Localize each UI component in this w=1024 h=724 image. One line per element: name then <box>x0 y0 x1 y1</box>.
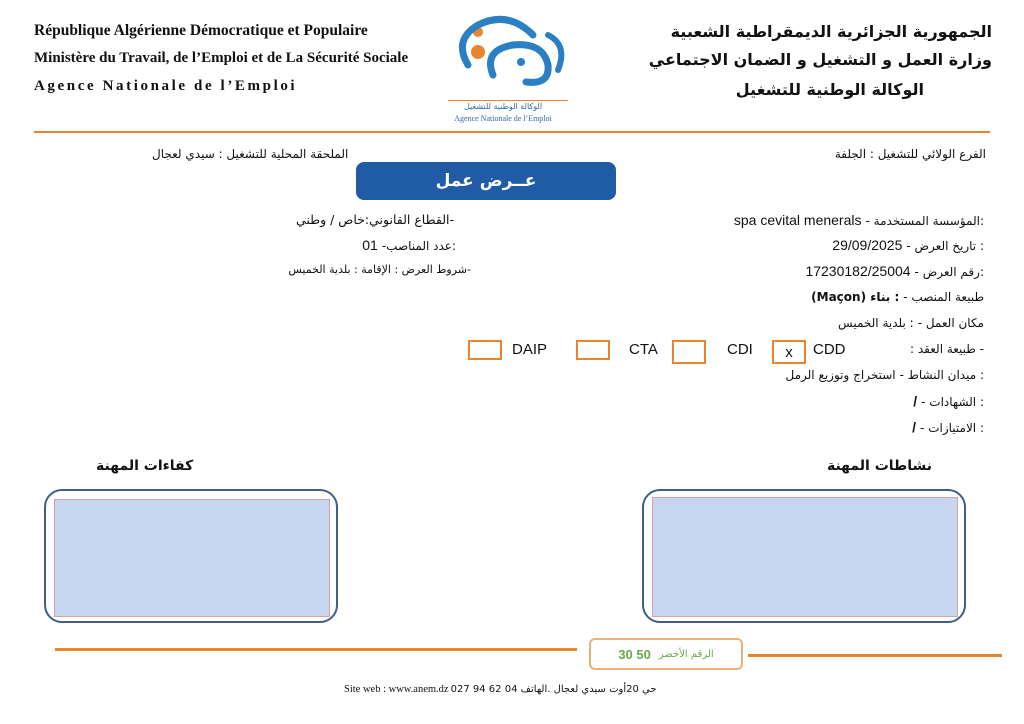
local-branch: الملحقة المحلية للتشغيل : سيدي لعجال <box>152 147 349 161</box>
contract-checkbox-cta[interactable] <box>576 340 610 360</box>
header-fr-line2: Ministère du Travail, de l’Emploi et de La Sécurité Sociale <box>34 50 409 66</box>
footer-website[interactable]: Site web : www.anem.dz <box>344 684 449 695</box>
field-workplace <box>838 316 984 330</box>
header-ar-line1: الجمهورية الجزائرية الديمقراطية الشعبية <box>670 22 992 41</box>
footer-line-left <box>55 648 577 651</box>
field-offer-date-value: 29/09/2025 <box>832 237 903 253</box>
field-position <box>811 290 984 304</box>
contract-checkbox-cdi[interactable] <box>672 340 706 364</box>
field-privileges <box>912 419 984 435</box>
field-privileges-value: / <box>912 419 917 435</box>
footer-address: حي 20أوت سيدي لعجال .الهاتف 04 62 94 027 <box>450 684 657 695</box>
contract-checkbox-cdd-mark: x <box>785 343 793 361</box>
activities-section-title: نشاطات المهنة <box>826 458 932 474</box>
field-positions-count-label: -عدد المناصب: <box>381 239 456 253</box>
anem-logo <box>438 10 578 125</box>
contract-label: - طبيعة العقد : <box>910 342 984 356</box>
contract-checkbox-daip[interactable] <box>468 340 502 360</box>
green-number-label: الرقم الأخضر <box>658 648 714 660</box>
field-employer <box>734 212 984 228</box>
header-fr-line3: Agence Nationale de l’Emploi <box>34 78 298 94</box>
document-title: عــرض عمل <box>435 171 537 191</box>
contract-checkbox-cdd[interactable] <box>772 340 806 364</box>
field-position-value: : بناء (Maçon) <box>811 290 900 304</box>
field-sector: -القطاع القانوني:خاص / وطني <box>295 212 454 227</box>
field-offer-number-value: 17230182/25004 <box>805 263 911 279</box>
activities-panel <box>642 489 966 623</box>
field-offer-date-label: - تاريخ العرض : <box>906 239 984 253</box>
logo-ar-text: الوكالة الوطنية للتشغيل <box>463 102 543 111</box>
contract-label-cta: CTA <box>629 341 658 358</box>
field-conditions: -شروط العرض : الإقامة : بلدية الخميس <box>288 263 471 276</box>
green-number-box <box>589 638 743 670</box>
field-positions-count-value: 01 <box>362 237 378 253</box>
header-divider <box>34 131 990 133</box>
logo-fr-text: Agence Nationale de l’Emploi <box>454 114 552 123</box>
activities-panel-area[interactable] <box>652 497 958 617</box>
footer-contact <box>344 684 657 695</box>
skills-section-title: كفاءات المهنة <box>96 458 194 474</box>
anem-logo-icon <box>438 10 578 100</box>
field-diplomas-label: - الشهادات : <box>921 395 984 409</box>
field-offer-date <box>832 237 984 253</box>
document-title-box <box>356 162 616 200</box>
field-offer-number-label: - رقم العرض: <box>914 265 984 279</box>
field-privileges-label: - الامتيازات : <box>920 421 984 435</box>
field-employer-value: spa cevital menerals <box>733 212 862 228</box>
footer-line-right <box>748 654 1002 657</box>
field-activity <box>786 368 984 382</box>
field-diplomas-value: / <box>913 393 918 409</box>
header-ar-line3: الوكالة الوطنية للتشغيل <box>735 80 924 99</box>
contract-label-cdd: CDD <box>813 341 846 358</box>
field-diplomas <box>913 393 984 409</box>
header-ar-line2: وزارة العمل و التشغيل و الضمان الاجتماعي <box>648 50 992 69</box>
field-employer-label: - المؤسسة المستخدمة: <box>865 214 984 228</box>
skills-panel-area[interactable] <box>54 499 330 617</box>
field-activity-label: - ميدان النشاط : <box>899 368 984 382</box>
contract-label-cdi: CDI <box>727 341 753 358</box>
field-positions-count <box>362 237 456 253</box>
contract-label-daip: DAIP <box>512 341 548 358</box>
skills-panel <box>44 489 338 623</box>
regional-branch: الفرع الولائي للتشغيل : الجلفة <box>834 147 986 161</box>
green-number: 30 50 <box>618 646 651 662</box>
field-workplace-value: : بلدية الخميس <box>838 316 914 330</box>
field-position-label: - طبيعة المنصب <box>903 290 984 304</box>
header-fr-line1: République Algérienne Démocratique et Populaire <box>34 22 368 39</box>
field-offer-number <box>805 263 984 279</box>
field-workplace-label: - مكان العمل <box>917 316 984 330</box>
field-activity-value: استخراج وتوزيع الرمل <box>785 368 896 382</box>
